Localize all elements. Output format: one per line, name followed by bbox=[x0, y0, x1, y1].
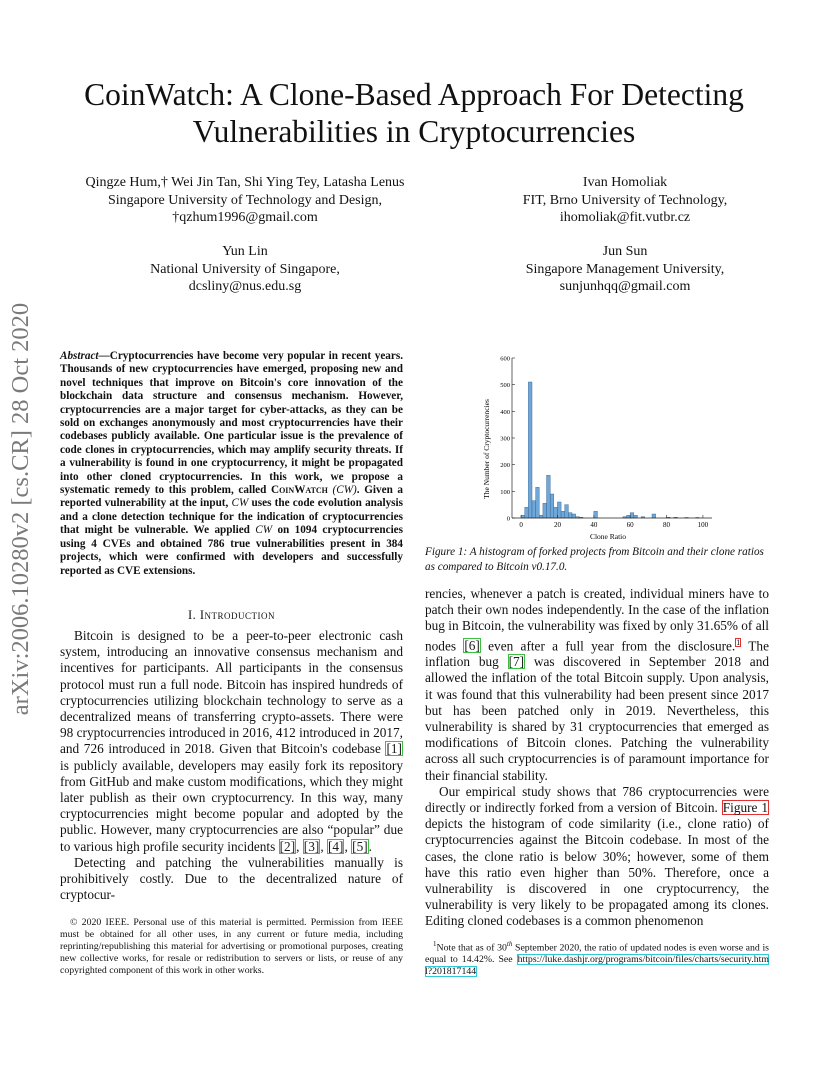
y-axis-label: The Number of Cryptocurrencies bbox=[482, 399, 491, 499]
y-tick-label: 500 bbox=[500, 382, 510, 390]
histogram-bar bbox=[536, 487, 540, 518]
histogram-bar bbox=[554, 507, 558, 518]
histogram-bar bbox=[547, 475, 551, 518]
author-names: Qingze Hum,† Wei Jin Tan, Shi Ying Tey, Latasha Lenus bbox=[85, 175, 405, 190]
author-email: sunjunhqq@gmail.com bbox=[559, 279, 691, 295]
histogram-bar bbox=[561, 511, 565, 518]
histogram-bar bbox=[568, 513, 572, 518]
author-block-smu bbox=[445, 243, 805, 296]
histogram-bar bbox=[572, 514, 576, 518]
paper-title bbox=[50, 76, 778, 150]
author-name: Jun Sun bbox=[602, 244, 648, 259]
intro-paragraph-1: Bitcoin is designed to be a peer-to-peer electronic cash system, introducing an innovative consensus mechanism and incentives for participants. All participants in the consensus protocol must run a full node. Bitcoin has inspired hundreds of cryptocurrencies utilizing blockchain technology to serve as a decentralized means of transferring crypto-assets. There were 98 cryptocurrencies introduced in 2016, 412 introduced in 2017, and 726 introduced in 2018. Given that Bitcoin's codebase [1] is publicly available, developers may easily fork its repository from GitHub and make custom modifications, which they might later publish as their own cryptocurrency. In this way, many cryptocurrencies might become popular and adopted by the public. However, many cryptocurrencies are also “popular” due to various high profile security incidents [2], [3], [4], [5]. bbox=[60, 628, 403, 854]
paragraph-text: The inflation bug bbox=[425, 638, 769, 670]
abstract bbox=[60, 350, 403, 578]
histogram-bar bbox=[532, 501, 536, 518]
right-paragraph-1 bbox=[425, 586, 769, 784]
author-name: Yun Lin bbox=[222, 244, 268, 259]
paragraph-text: depicts the histogram of code similarity (i.e., clone ratio) of cryptocurrencies against the Bitcoin codebase. In most of the cases, the clone ratio is below 30%; however, some of them have this ratio even higher than 50%. Therefore, once a vulnerability is discovered in one cryptocurrency, the vulnerability is very likely to be propagated among its clones. Editing cloned codebases is a common phenomenon bbox=[425, 816, 769, 929]
paragraph-text: rencies, whenever a patch is created, individual miners have to patch their own nodes independently. In the case of the inflation bug in Bitcoin, the vulnerability was fixed by only 31.65% of all nodes bbox=[425, 586, 769, 654]
abstract-text: —Cryptocurrencies have become very popular in recent years. Thousands of new cryptocurrencies have emerged, proposing new and novel techniques that improve on Bitcoin's core innovation of the blockchain data structure and consensus mechanism. However, cryptocurrencies are a major target for cyber-attacks, as they can be sold on exchanges anonymously and most cryptocurrencies have their codebases publicly available. One particular issue is the prevalence of code clones in cryptocurrencies, which may amplify security threats. If a vulnerability is found in one cryptocurrency, it might be propagated into other cloned cryptocurrencies. In this work, we propose a systematic remedy to this problem, called bbox=[60, 350, 403, 497]
author-name: Ivan Homoliak bbox=[582, 175, 668, 190]
y-tick-label: 0 bbox=[506, 515, 510, 523]
figure-link[interactable]: Figure 1 bbox=[722, 800, 768, 816]
y-tick-label: 100 bbox=[500, 488, 510, 496]
x-tick-label: 100 bbox=[697, 521, 709, 529]
citation-link[interactable]: [4] bbox=[327, 838, 344, 854]
x-axis-label: Clone Ratio bbox=[589, 532, 627, 541]
histogram-bar bbox=[565, 505, 569, 518]
y-tick-label: 200 bbox=[500, 462, 510, 470]
histogram-bar bbox=[627, 515, 631, 518]
author-block-brno bbox=[445, 174, 805, 227]
author-affiliation: FIT, Brno University of Technology, bbox=[522, 192, 728, 208]
author-affiliation: Singapore Management University, bbox=[525, 261, 725, 277]
cw-abbrev: CW bbox=[255, 524, 273, 537]
histogram-bar bbox=[528, 382, 532, 518]
cw-abbrev: (CW) bbox=[332, 484, 357, 497]
intro-paragraph-2: Detecting and patching the vulnerabilities manually is prohibitively costly. Due to the decentralized nature of cryptocur- bbox=[60, 854, 403, 903]
author-email: †qzhum1996@gmail.com bbox=[172, 210, 318, 226]
histogram-bar bbox=[539, 515, 543, 518]
histogram-bar bbox=[652, 514, 656, 518]
citation-link[interactable]: [5] bbox=[352, 838, 368, 854]
abstract-text: on 1094 cryptocurrencies using 4 CVEs and obtained 786 true vulnerabilities present in 384 projects, which were confirmed with developers and successfully reported as CVE extensions. bbox=[60, 524, 403, 577]
histogram-bar bbox=[630, 513, 634, 518]
paragraph-text: even after a full year from the disclosure. bbox=[480, 638, 736, 654]
histogram-bar bbox=[634, 515, 638, 518]
citation-link[interactable]: [2] bbox=[279, 838, 296, 854]
x-tick-label: 20 bbox=[553, 521, 561, 529]
right-paragraph-2 bbox=[425, 784, 769, 930]
x-tick-label: 40 bbox=[590, 521, 598, 529]
coinwatch-name: CoinWatch bbox=[271, 484, 328, 497]
histogram-chart bbox=[480, 352, 715, 544]
author-email: ihomoliak@fit.vutbr.cz bbox=[559, 210, 691, 226]
citation-link[interactable]: [7] bbox=[508, 654, 525, 670]
citation-link[interactable]: [6] bbox=[464, 638, 480, 654]
footnote-text: Note that as of 30 bbox=[436, 942, 507, 954]
histogram-bar bbox=[543, 503, 547, 518]
histogram-bar bbox=[525, 507, 529, 518]
figure-caption: Figure 1: A histogram of forked projects from Bitcoin and their clone ratios as compared to Bitcoin v0.17.0. bbox=[425, 546, 764, 573]
citation-link[interactable]: [3] bbox=[303, 838, 320, 854]
footnote-number: 1 bbox=[433, 940, 437, 948]
paragraph-text: is publicly available, developers may easily fork its repository from GitHub and make custom modifications, which they might later publish as their own cryptocurrency. In this way, many cryptocurrencies might become popular and adopted by the public. However, many cryptocurrencies are also “popular” due to various high profile security incidents bbox=[60, 757, 403, 854]
section-number: I. bbox=[187, 608, 197, 622]
intro-left-column bbox=[60, 628, 403, 903]
x-tick-label: 80 bbox=[663, 521, 671, 529]
paragraph-text: was discovered in September 2018 and allowed the inflation of the total Bitcoin supply. Upon analysis, it was found that this vulnerability had been present since 2017 but has been patched only in 2019. Nevertheless, this vulnerability is shared by 31 cryptocurrencies that emerged as modifications of Bitcoin clones. Patching the vulnerability across all such cryptocurrencies is of paramount importance for their financial stability. bbox=[425, 654, 770, 783]
abstract-label: Abstract bbox=[60, 350, 99, 362]
author-block-sutd bbox=[60, 174, 430, 227]
title-line-2: Vulnerabilities in Cryptocurrencies bbox=[192, 114, 636, 149]
intro-right-column bbox=[425, 586, 769, 930]
paragraph-text: Our empirical study shows that 786 cryptocurrencies were directly or indirectly forked from a version of Bitcoin. bbox=[425, 783, 769, 816]
y-tick-label: 600 bbox=[500, 355, 510, 363]
footnote-marker[interactable]: 1 bbox=[736, 637, 741, 647]
abstract-text: uses the code evolution analysis and a clone detection technique for the indication of cryptocurrencies that might be vulnerable. We applied bbox=[60, 497, 403, 537]
footnote-url-link[interactable]: https://luke.dashjr.org/programs/bitcoin/files/charts/security.html?201817144 bbox=[425, 954, 769, 978]
arxiv-identifier bbox=[0, 289, 47, 729]
x-tick-label: 0 bbox=[519, 521, 523, 529]
author-email: dcsliny@nus.edu.sg bbox=[188, 279, 302, 295]
footnote bbox=[425, 938, 769, 978]
histogram-bar bbox=[557, 502, 561, 518]
citation-link[interactable]: [1] bbox=[386, 741, 402, 757]
author-block-nus bbox=[60, 243, 430, 296]
title-line-1: CoinWatch: A Clone-Based Approach For Detecting bbox=[84, 77, 744, 112]
footnote-text: September 2020, the ratio of updated nodes is even worse and is equal to 14.42%. See bbox=[425, 942, 769, 966]
section-title: Introduction bbox=[199, 608, 276, 622]
footnote-superscript: th bbox=[506, 940, 513, 948]
histogram-bar bbox=[550, 494, 554, 518]
author-affiliation: Singapore University of Technology and Design, bbox=[107, 192, 383, 208]
histogram-bar bbox=[521, 515, 525, 518]
y-tick-label: 400 bbox=[500, 408, 510, 416]
y-tick-label: 300 bbox=[500, 435, 510, 443]
paragraph-text: Bitcoin is designed to be a peer-to-peer electronic cash system, introducing an innovative consensus mechanism and incentives for participants. All participants in the consensus protocol must run a full node. Bitcoin has inspired hundreds of cryptocurrencies utilizing blockchain technology to serve as a decentralized means of transferring crypto-assets. There were 98 cryptocurrencies introduced in 2016, 412 introduced in 2017, and 726 introduced in 2018. Given that Bitcoin's codebase bbox=[60, 628, 403, 757]
arxiv-id-text: arXiv:2006.10280v2 [cs.CR] 28 Oct 2020 bbox=[7, 302, 34, 716]
copyright-notice: © 2020 IEEE. Personal use of this material is permitted. Permission from IEEE must be obtained for all other uses, in any current or future media, including reprinting/republishing this material for advertising or promotional purposes, creating new collective works, for resale or redistribution to servers or lists, or reuse of any copyrighted component of this work in other works. bbox=[60, 917, 403, 976]
cw-abbrev: CW bbox=[231, 497, 249, 510]
author-affiliation: National University of Singapore, bbox=[150, 261, 340, 277]
section-heading-introduction bbox=[60, 608, 403, 623]
x-tick-label: 60 bbox=[626, 521, 634, 529]
abstract-text: . Given a reported vulnerability at the input, bbox=[60, 484, 404, 510]
histogram-bar bbox=[594, 511, 598, 518]
